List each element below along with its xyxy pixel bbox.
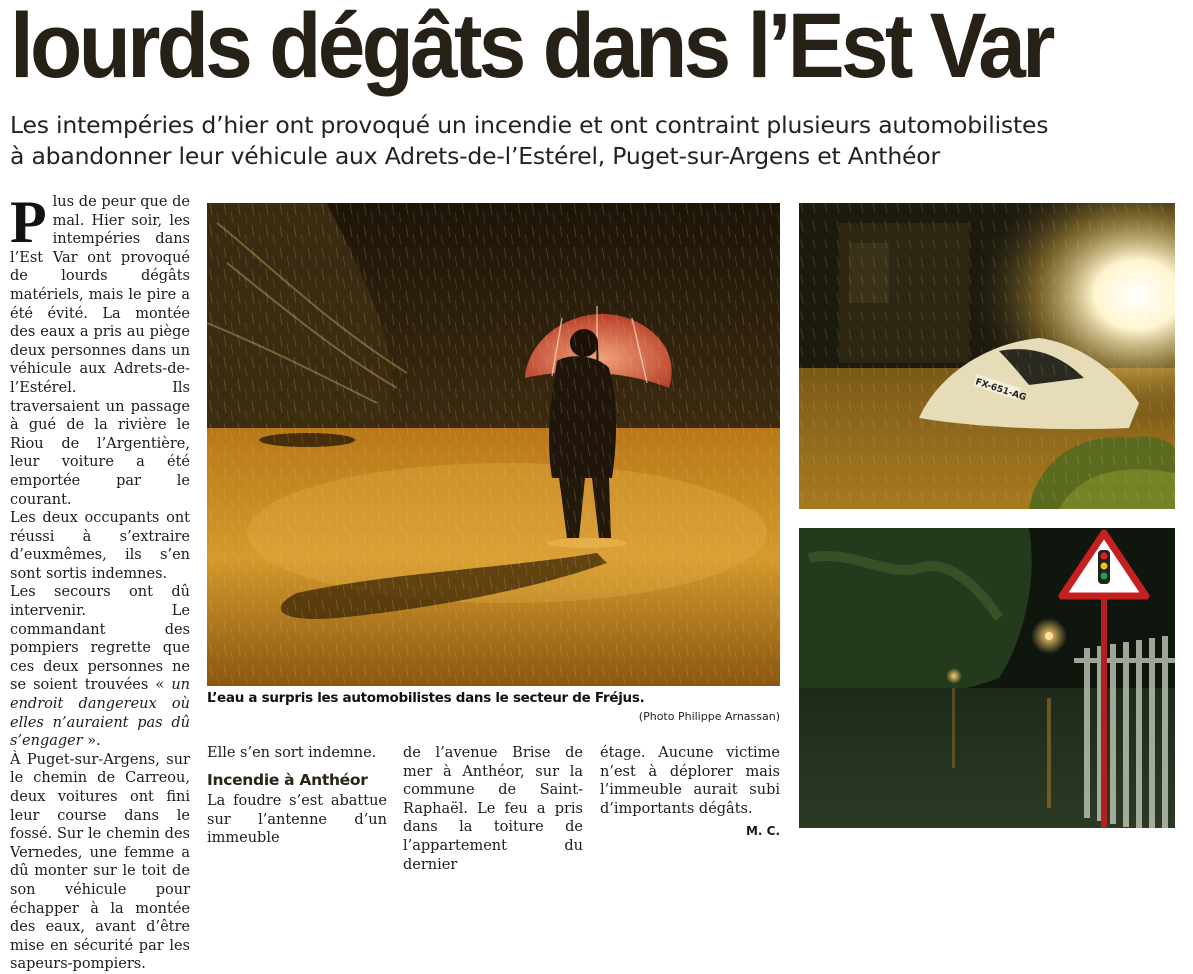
subhead-incendie: Incendie à Anthéor [207,770,368,789]
photo-submerged-car [799,203,1175,509]
article-column-3 [403,744,583,874]
article-paragraph-2: Les deux occupants ont réussi à s’extraire d’euxmêmes, ils s’en sont sortis indemnes. [10,510,190,582]
deck-line-1: Les intempéries d’hier ont provoqué un incendie et ont contraint plusieurs automobilistes [10,111,1049,139]
article-paragraph-3 [10,583,190,750]
photo-credit: (Photo Philippe Arnassan) [638,710,780,723]
headline: lourds dégâts dans l’Est Var [10,0,1052,97]
photo-flooded-road-sign [799,528,1175,828]
main-photo-flooded-street [207,203,780,686]
article-column-4 [600,744,780,841]
article-column-2 [207,744,387,848]
article-paragraph-7: de l’avenue Brise de mer à Anthéor, sur la commune de Saint-Raphaël. Le feu a pris dans la toiture de l’appartement du dernier [403,745,583,873]
article-paragraph-8: étage. Aucune victime n’est à déplorer mais l’immeuble aurait subi d’importants dégâts. [600,745,780,817]
article-paragraph-5: Elle s’en sort indemne. [207,745,377,761]
photo-caption: L’eau a surpris les automobilistes dans le secteur de Fréjus. [207,690,645,706]
deck-subtitle [10,110,1185,172]
firefighter-quote: un endroit dangereux où elles n’auraient pas dû s’engager [10,677,190,750]
paragraph-3-start: Les secours ont dû intervenir. Le commandant des pompiers regrette que ces deux personnes ne se soient trouvées « [10,584,190,694]
paragraph-3-end: ». [82,733,101,750]
article-column-1 [10,189,190,974]
deck-line-2: à abandonner leur véhicule aux Adrets-de-l’Estérel, Puget-sur-Argens et Anthéor [10,142,940,170]
article-paragraph-1 [10,189,190,509]
author-signature: M. C. [745,824,780,839]
drop-cap: P [10,189,47,255]
article-paragraph-4: À Puget-sur-Argens, sur le chemin de Carreou, deux voitures ont fini leur course dans le fossé. Sur le chemin des Vernedes, une femme a dû monter sur le toit de son véhicule pour échapper à la montée des eaux, avant d’être mise en sécurité par les sapeurs-pompiers. [10,751,190,973]
paragraph-1-text: lus de peur que de mal. Hier soir, les intempéries dans l’Est Var ont provoqué de lourds dégâts matériels, mais le pire a été évité. La montée des eaux a pris au piège deux personnes dans un véhicule aux Adrets-de-l’Estérel. Ils traversaient un passage à gué de la rivière le Riou de l’Argentière, leur voiture a été emportée par le courant. [10,194,190,508]
article-paragraph-6: La foudre s’est abattue sur l’antenne d’un immeuble [207,793,387,847]
